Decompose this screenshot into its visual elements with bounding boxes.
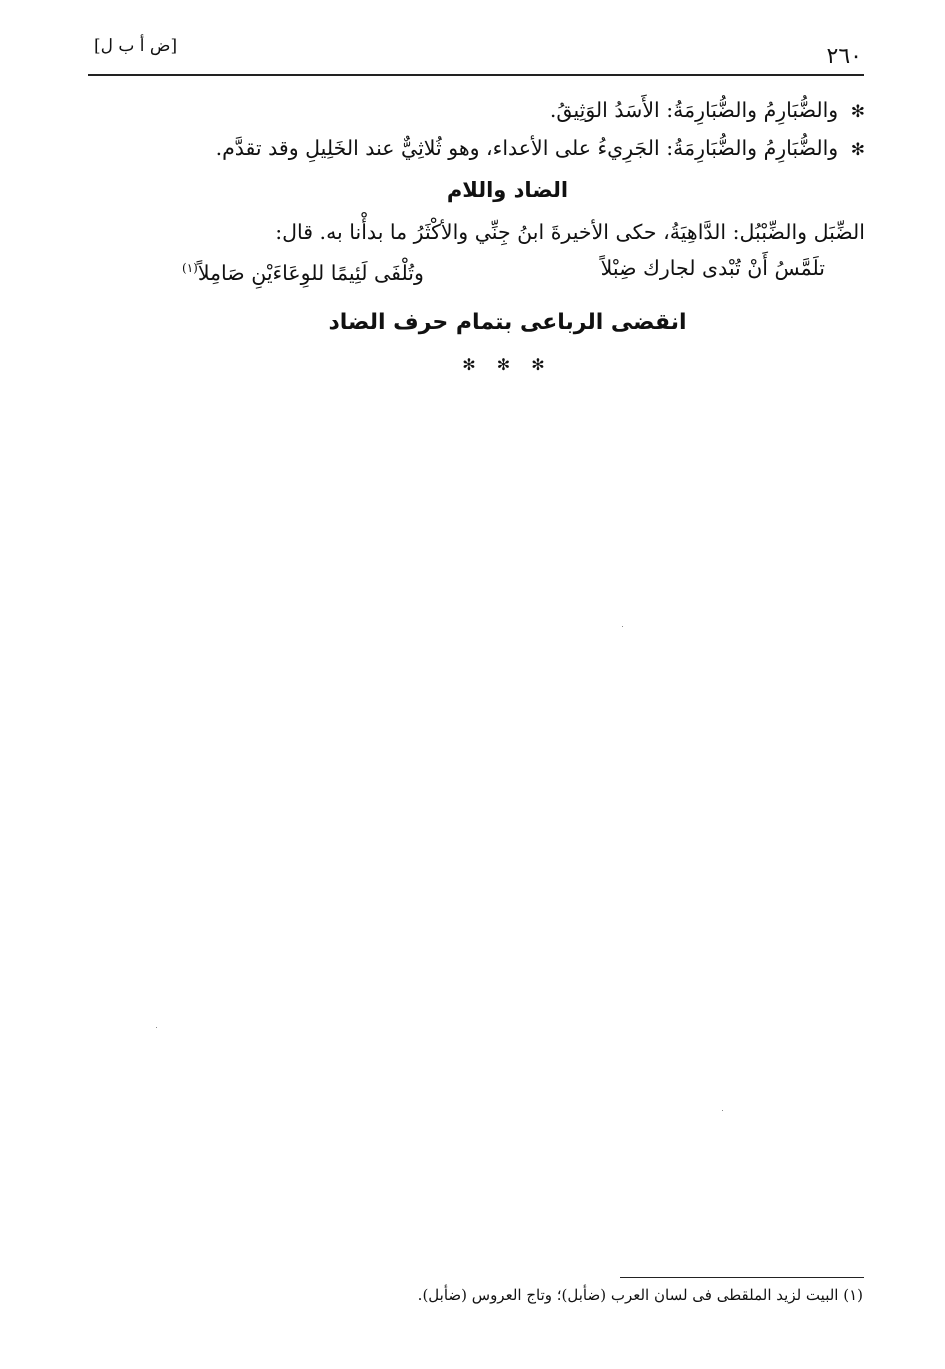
scan-speck bbox=[156, 1027, 157, 1028]
page-header bbox=[88, 34, 862, 74]
footnote: (١) البيت لزيد الملقطى فى لسان العرب (ضأبل)؛ وتاج العروس (ضأبل). bbox=[417, 1286, 863, 1304]
section-paragraph: الضِّبَل والضِّبْبُل: الدَّاهِيَةُ، حكى الأخيرةَ ابنُ جِنِّي والأكْثَرُ ما بدأْنا به. قال: bbox=[275, 220, 865, 244]
entry-star-icon: ✻ bbox=[850, 102, 865, 122]
footnote-reference: (١) bbox=[182, 261, 198, 275]
stars-divider: ✻ ✻ ✻ bbox=[462, 354, 553, 374]
body-text bbox=[150, 92, 865, 375]
verse-second-text: وتُلْفَى لَئِيمًا للوِعَاءَيْنِ صَامِلاً bbox=[197, 260, 424, 285]
entry-text: والضُّبَارِمُ والضُّبَارِمَةُ: الأَسَدُ الوَثِيقُ. bbox=[549, 98, 839, 122]
verse-second-hemistich bbox=[182, 250, 424, 291]
entry-text: والضُّبَارِمُ والضُّبَارِمَةُ: الجَرِيءُ على الأعداء، وهو ثُلاثِيٌّ عند الخَلِيلِ وقد تقدَّم. bbox=[215, 136, 839, 160]
closing-heading: انقضى الرباعى بتمام حرف الضاد bbox=[328, 309, 687, 335]
page-number: ٢٦٠ bbox=[826, 44, 862, 69]
verse-first-hemistich: تلَمَّسُ أَنْ تُبْدى لجارك ضِبْلاً bbox=[600, 256, 825, 280]
header-rule bbox=[88, 74, 864, 76]
entry-star-icon: ✻ bbox=[850, 140, 865, 160]
section-heading: الضاد واللام bbox=[446, 178, 569, 202]
root-marker: [ض أ ب ل] bbox=[94, 36, 178, 56]
footnote-rule bbox=[620, 1277, 864, 1278]
scan-speck bbox=[722, 1110, 723, 1111]
entry-line-1 bbox=[150, 92, 865, 130]
entry-line-2 bbox=[150, 130, 865, 168]
scan-speck bbox=[622, 626, 623, 627]
poetry-verse bbox=[150, 250, 865, 291]
